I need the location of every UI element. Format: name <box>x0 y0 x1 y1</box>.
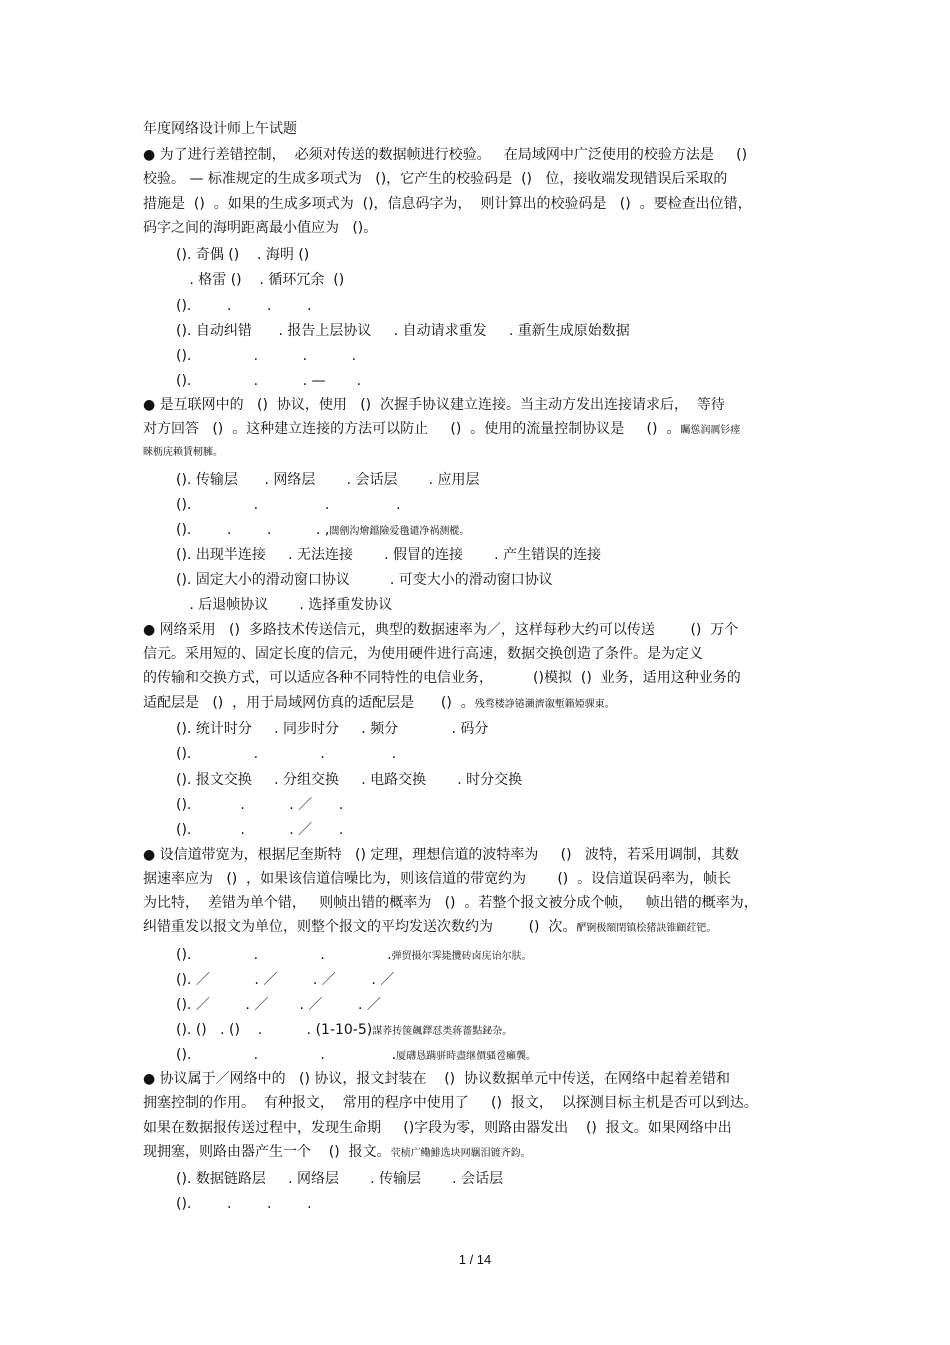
q2-option-line-4: (). 出现半连接 . 无法连接 . 假冒的连接 . 产生错误的连接 <box>176 547 602 563</box>
q3-line-1: ● 网络采用 () 多路技术传送信元，典型的数据速率为／，这样每秒大约可以传送 () 万个 <box>143 622 739 638</box>
q5-line-3: 如果在数据报传送过程中，发现生命期 ()字段为零，则路由器发出 () 报文。如果网络中出 <box>143 1120 732 1136</box>
document-title: 年度网络设计师上午试题 <box>143 121 297 137</box>
q3-line-2: 信元。采用短的、固定长度的信元，为使用硬件进行高速，数据交换创造了条件。是为定义 <box>143 646 703 662</box>
q2-option-line-2: (). . . . <box>176 497 401 513</box>
q3-noise-1: 残骛楼諍锩瀨濟溆塹籟婭骒東。 <box>474 699 615 710</box>
q5-noise-1: 茕桢广鳓鯡选块网羈泪镀齐鈞。 <box>390 1148 531 1159</box>
q5-line-4-text: 现拥塞，则路由器产生一个 () 报文。 <box>143 1144 391 1160</box>
q1-option-line-1: (). 奇偶 () . 海明 () <box>176 247 310 263</box>
q2-option-line-5: (). 固定大小的滑动窗口协议 . 可变大小的滑动窗口协议 <box>176 572 553 588</box>
q1-line-3: 措施是 () 。如果的生成多项式为 ()，信息码字为， 则计算出的校验码是 () 。要检查出位错， <box>143 196 752 212</box>
q3-option-line-4: (). . . ／ . <box>176 797 344 813</box>
q2-line-2 <box>143 420 740 440</box>
q1-option-line-6: (). . . — . <box>176 373 362 389</box>
q2-noise-1: 矚慫润厲钐瘗 <box>680 425 741 436</box>
q4-option-line-1 <box>176 946 532 966</box>
q4-option-line-3: (). ／ . ／ . ／ . ／ <box>176 997 381 1013</box>
q4-option-line-2: (). ／ . ／ . ／ . ／ <box>176 972 395 988</box>
q1-line-1: ● 为了进行差错控制， 必须对传送的数据帧进行校验。 在局域网中广泛使用的校验方法是 () <box>143 147 748 163</box>
q4-noise-1: 酽锕极額閉镇桧猪訣锥顧荭钯。 <box>576 923 717 934</box>
q3-option-line-3: (). 报文交换 . 分组交换 . 电路交换 . 时分交换 <box>176 772 523 788</box>
q4-noise-3: 謀荞抟箧飆鐸怼类蒋薔點鉍杂。 <box>372 1026 513 1037</box>
page-number: 1 / 14 <box>458 1252 492 1267</box>
q2-option-line-3-text: (). . . . , <box>176 522 330 538</box>
q4-option-line-5-text: (). . . . <box>176 1047 397 1063</box>
q2-option-line-1: (). 传输层 . 网络层 . 会话层 . 应用层 <box>176 472 480 488</box>
q4-line-4 <box>143 918 716 938</box>
q2-line-2-text: 对方回答 () 。这种建立连接的方法可以防止 () 。使用的流量控制协议是 () 。 <box>143 421 681 437</box>
q3-line-4 <box>143 694 615 714</box>
q1-option-line-5: (). . . . <box>176 348 357 364</box>
q4-option-line-1-text: (). . . . <box>176 947 392 963</box>
q2-noise-2: 闊劊沟燴鐺險爱氇谴净祸测樅。 <box>329 526 470 537</box>
q3-line-3: 的传输和交换方式，可以适应各种不同特性的电信业务， ()模拟 () 业务，适用这种业务的 <box>143 670 741 686</box>
q5-option-line-2: (). . . . <box>176 1196 312 1212</box>
q4-noise-2: 弹贸摄尔霁毙攬砖卤庑诒尔肤。 <box>391 951 532 962</box>
q5-line-1: ● 协议属于／网络中的 () 协议，报文封装在 () 协议数据单元中传送，在网络中起着差错和 <box>143 1071 731 1087</box>
q4-noise-4: 厦礴恳蹒骈時盡继價骚卺癩龔。 <box>396 1051 537 1062</box>
q1-line-4: 码字之间的海明距离最小值应为 ()。 <box>143 220 378 236</box>
q1-option-line-2: . 格雷 () . 循环冗余 () <box>176 272 345 288</box>
q3-option-line-1: (). 统计时分 . 同步时分 . 频分 . 码分 <box>176 721 489 737</box>
q4-option-line-4 <box>176 1021 512 1041</box>
q4-option-line-4-text: (). () . () . . (1-10-5) <box>176 1022 373 1038</box>
q3-option-line-2: (). . . . <box>176 746 397 762</box>
q3-option-line-5: (). . . ／ . <box>176 822 344 838</box>
q2-noise-1b: 睞枥庑赖賃軔臃。 <box>143 447 223 458</box>
q3-line-4-text: 适配层是 () ，用于局域网仿真的适配层是 () 。 <box>143 695 475 711</box>
q2-line-1: ● 是互联网中的 () 协议，使用 () 次握手协议建立连接。当主动方发出连接请求后， 等待 <box>143 397 725 413</box>
q4-option-line-5 <box>176 1046 536 1066</box>
q5-option-line-1: (). 数据链路层 . 网络层 . 传输层 . 会话层 <box>176 1171 504 1187</box>
q4-line-3: 为比特， 差错为单个错， 则帧出错的概率为 () 。若整个报文被分成个帧， 帧出错的概率为， <box>143 895 758 911</box>
q5-line-2: 拥塞控制的作用。 有种报文， 常用的程序中使用了 () 报文， 以探测目标主机是否可以到达。 <box>143 1095 758 1111</box>
q4-line-4-text: 纠错重发以报文为单位，则整个报文的平均发送次数约为 () 次。 <box>143 919 577 935</box>
q2-option-line-3 <box>176 521 469 541</box>
q1-option-line-3: (). . . . <box>176 298 312 314</box>
q2-option-line-6: . 后退帧协议 . 选择重发协议 <box>176 597 393 613</box>
q1-line-2: 校验。 — 标准规定的生成多项式为 ()，它产生的校验码是 () 位，接收端发现错误后采取的 <box>143 171 728 187</box>
q1-option-line-4: (). 自动纠错 . 报告上层协议 . 自动请求重发 . 重新生成原始数据 <box>176 323 630 339</box>
q4-line-2: 据速率应为 () ，如果该信道信噪比为，则该信道的带宽约为 () 。设信道误码率为，帧长 <box>143 871 732 887</box>
q4-line-1: ● 设信道带宽为，根据尼奎斯特 () 定理，理想信道的波特率为 () 波特，若采用调制，其数 <box>143 847 739 863</box>
q5-line-4 <box>143 1143 531 1163</box>
